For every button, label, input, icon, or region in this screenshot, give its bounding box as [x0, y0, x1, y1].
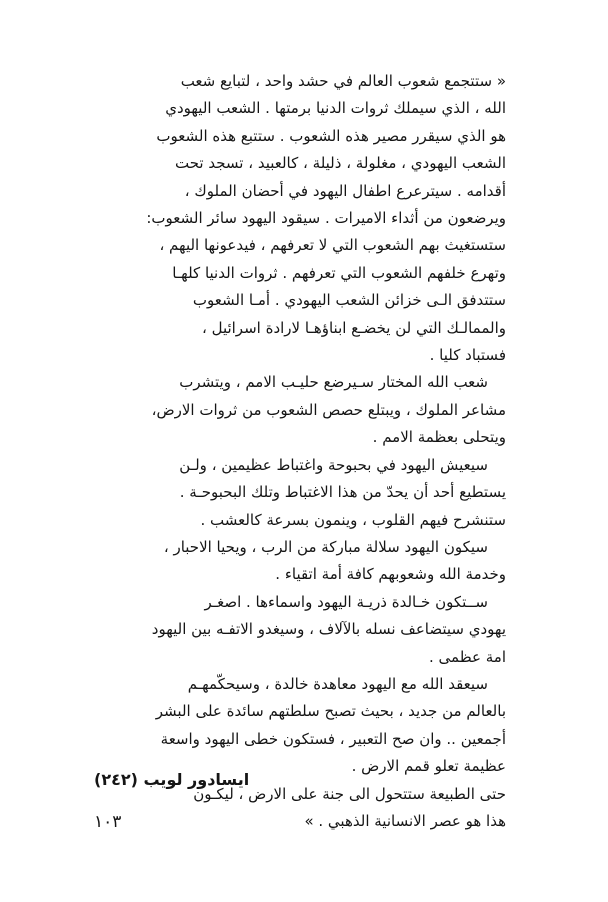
- text-line: هو الذي سيقرر مصير هذه الشعوب . ستتبع هذه الشعوب: [156, 126, 506, 145]
- text-line: فستباد كليا .: [429, 346, 506, 365]
- text-line: سيكون اليهود سلالة مباركة من الرب ، ويحيا الاحبار ،: [163, 537, 488, 556]
- text-line: بالعالم من جديد ، بحيث تصبح سلطتهم سائدة على البشر: [155, 702, 506, 721]
- text-line: وخدمة الله وشعوبهم كافة أمة اتقياء .: [275, 565, 506, 584]
- text-line: يستطيع أحد أن يحدّ من هذا الاغتباط وتلك البحبوحـة .: [179, 483, 506, 502]
- text-line: امة عظمى .: [429, 647, 506, 666]
- paragraph: [94, 68, 506, 369]
- text-line: أقدامه . سيترعرع اطفال اليهود في أحضان الملوك ،: [184, 181, 506, 200]
- text-line: وتهرع خلفهم الشعوب التي تعرفهم . ثروات الدنيا كلهـا: [172, 263, 506, 282]
- text-line: شعب الله المختار سـيرضع حليـب الامم ، ويتشرب: [179, 373, 488, 392]
- paragraph: [94, 589, 506, 671]
- text-line: مشاعر الملوك ، ويبتلع حصص الشعوب من ثروات الارض،: [151, 400, 506, 419]
- text-line: ستنشرح فيهم القلوب ، وينمون بسرعة كالعشب .: [200, 510, 506, 529]
- paragraph: [94, 534, 506, 589]
- text-line: ويرضعون من أثداء الاميرات . سيقود اليهود سائر الشعوب:: [146, 209, 506, 228]
- text-line: هذا هو عصر الانسانية الذهبي . »: [304, 811, 506, 830]
- text-line: سيعقد الله مع اليهود معاهدة خالدة ، وسيحكّمهـم: [187, 674, 488, 693]
- text-line: سيعيش اليهود في بحبوحة واغتباط عظيمين ، ولـن: [179, 455, 488, 474]
- quote-attribution: ايسادور لويب (٢٤٢): [94, 770, 250, 789]
- text-line: والممالـك التي لن يخضـع ابناؤهـا لارادة اسرائيل ،: [201, 318, 506, 337]
- text-line: عظيمة تعلو قمم الارض .: [351, 757, 506, 776]
- text-line: الله ، الذي سيملك ثروات الدنيا برمتها . الشعب اليهودي: [165, 99, 506, 118]
- text-line: ويتحلى بعظمة الامم .: [372, 428, 506, 447]
- text-line: يهودي سيتضاعف نسله بالآلاف ، وسيغدو الاتفـه بين اليهود: [151, 620, 506, 639]
- text-line: ســتكون خـالدة ذريـة اليهود واسماءها . اصغـر: [204, 592, 488, 611]
- page-number: ١٠٣: [94, 812, 122, 832]
- text-line: « ستتجمع شعوب العالم في حشد واحد ، لتبايع شعب: [180, 72, 506, 90]
- text-line: أجمعين .. وان صح التعبير ، فستكون خطى اليهود واسعة: [160, 729, 506, 748]
- paragraph: [94, 671, 506, 781]
- text-line: ستتدفق الـى خزائن الشعب اليهودي . أمـا الشعوب: [192, 291, 506, 310]
- text-line: الشعب اليهودي ، مغلولة ، ذليلة ، كالعبيد ، تسجد تحت: [174, 154, 506, 173]
- text-line: ستستغيث بهم الشعوب التي لا تعرفهم ، فيدعونها اليهم ،: [159, 236, 506, 255]
- paragraph: [94, 369, 506, 451]
- body-text: [94, 68, 506, 835]
- paragraph: [94, 452, 506, 534]
- text-line: حتى الطبيعة ستتحول الى جنة على الارض ، ليكـون: [193, 784, 506, 803]
